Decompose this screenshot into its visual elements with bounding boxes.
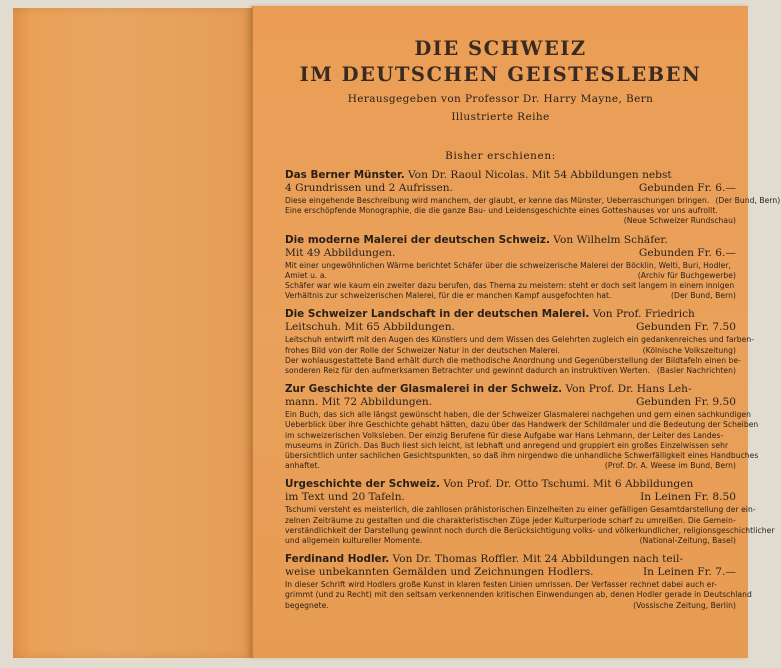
review-line <box>285 346 736 356</box>
book-price: Gebunden Fr. 6.— <box>638 246 736 259</box>
review-line <box>285 525 775 536</box>
entry-line-2 <box>285 491 736 504</box>
review-quote: Eine erschöpfende Monographie, die die ganze Bau- und Leidensgeschichte eines Gotteshauses vor uns aufrollt. <box>285 206 718 216</box>
book-author: Von Prof. Friedrich <box>589 308 695 321</box>
review-text <box>285 410 759 471</box>
book-entry <box>285 383 759 471</box>
book-entry <box>285 553 752 611</box>
review-quote: In dieser Schrift wird Hodlers große Kunst in klaren festen Linien umrissen. Der Verfasser rechnet dabei auch er- <box>285 580 717 590</box>
review-quote: und allgemein kultureller Momente. <box>285 536 423 546</box>
review-line <box>285 451 759 461</box>
review-text <box>285 261 736 302</box>
review-quote: Verhältnis zur schweizerischen Malerei, für die er manchen Kampf ausgefochten hat. <box>285 291 612 301</box>
review-text <box>285 335 754 376</box>
book-details: Mit 49 Abbildungen. <box>285 246 396 259</box>
book-price: Gebunden Fr. 9.50 <box>636 396 736 409</box>
review-quote: grimmt (und zu Recht) mit den seltsam verkennenden kritischen Einwendungen ab, denen Hodler gerade in Deutschland <box>285 590 752 600</box>
review-source <box>734 281 740 291</box>
review-source <box>758 451 764 461</box>
entry-line-1 <box>285 234 736 247</box>
review-quote: sonderen Reiz für den aufmerksamen Betrachter und gewinnt dadurch an instruktiven Werten. <box>285 366 650 376</box>
book-details: mann. Mit 72 Abbildungen. <box>285 396 433 409</box>
review-source: (Prof. Dr. A. Weese im Bund, Bern) <box>604 461 736 471</box>
review-line <box>285 206 736 216</box>
flyer-panel <box>252 6 781 658</box>
review-quote: begegnete. <box>285 600 329 610</box>
review-source: (Kölnische Volkszeitung) <box>642 345 736 355</box>
review-source <box>754 335 760 345</box>
review-line <box>285 291 736 301</box>
review-source <box>731 261 737 271</box>
review-line <box>285 196 781 206</box>
review-line <box>285 461 736 471</box>
editor-line: Herausgegeben von Professor Dr. Harry Mayne, Bern <box>347 93 654 105</box>
review-quote: anhaftet. <box>285 461 320 471</box>
entry-line-1 <box>285 383 736 396</box>
review-text <box>285 196 781 227</box>
series-line: Illustrierte Reihe <box>451 111 550 123</box>
review-quote: Leitschuh entwirft mit den Augen des Künstlers und dem Wissen des Gelehrten zugleich ein gedankenreiches und farben- <box>285 335 754 345</box>
book-price: In Leinen Fr. 8.50 <box>640 491 736 504</box>
review-line <box>285 281 736 291</box>
book-title: Die moderne Malerei der deutschen Schweiz. <box>285 233 550 246</box>
entry-line-1 <box>285 478 736 491</box>
review-source: (Basler Nachrichten) <box>656 366 736 376</box>
review-quote: Amiet u. a. <box>285 270 328 280</box>
published-heading: Bisher erschienen: <box>445 150 556 162</box>
review-line <box>285 420 759 430</box>
book-author: Von Wilhelm Schäfer. <box>549 233 668 246</box>
review-source: (Der Bund, Bern) <box>671 291 736 301</box>
book-author: Von Prof. Dr. Otto Tschumi. Mit 6 Abbildungen <box>440 478 694 491</box>
book-price: In Leinen Fr. 7.— <box>642 566 736 579</box>
review-quote: Schäfer war wie kaum ein zweiter dazu berufen, das Thema zu meistern: steht er doch seit langem in einem innigen <box>285 281 735 291</box>
entry-line-2 <box>285 182 736 195</box>
review-source <box>730 580 736 590</box>
review-line <box>285 505 756 515</box>
review-line <box>285 271 736 281</box>
review-line <box>285 355 741 366</box>
book-entry <box>285 478 775 546</box>
review-line <box>285 601 736 611</box>
fold-shadow <box>13 8 31 658</box>
book-author: Von Prof. Dr. Hans Leh- <box>562 383 692 396</box>
review-quote: im schweizerischen Volksleben. Der einzig Berufene für diese Aufgabe war Hans Lehmann, der Leiter des Landes- <box>285 430 724 440</box>
review-quote: Diese eingehende Beschreibung wird manchem, der glaubt, er kenne das Münster, Ueberraschungen bringen. <box>285 196 710 205</box>
review-line <box>285 441 736 451</box>
review-source: (Neue Schweizer Rundschau) <box>623 216 736 226</box>
book-details: weise unbekannten Gemälden und Zeichnungen Hodlers. <box>285 566 594 579</box>
book-title: Urgeschichte der Schweiz. <box>285 478 441 491</box>
book-entry <box>285 308 754 376</box>
review-quote: Ein Buch, das sich alle längst gewünscht haben, die der Schweizer Glasmalerei nachgehen und gern einen sachkundigen <box>285 410 751 420</box>
entry-line-1 <box>285 308 736 321</box>
left-flap <box>13 8 252 658</box>
book-price: Gebunden Fr. 6.— <box>638 182 736 194</box>
review-quote: museums in Zürich. Das Buch liest sich leicht, ist lebhaft und anregend und gruppiert ein großes Einzelwissen sehr <box>285 440 729 450</box>
header <box>253 36 748 124</box>
review-quote: übersichtlich unter sachlichen Gesichtspunkten, so daß ihm nirgendwo die unhandliche Schwerfälligkeit eines Handbuches <box>285 451 759 461</box>
review-line <box>285 335 754 345</box>
review-source <box>758 420 764 430</box>
review-source: (Archiv für Buchgewerbe) <box>637 270 736 280</box>
book-author: Von Dr. Raoul Nicolas. Mit 54 Abbildungen nebst <box>404 169 672 181</box>
book-author: Von Dr. Thomas Roffler. Mit 24 Abbildungen nach teil- <box>389 553 684 566</box>
review-line <box>285 216 736 226</box>
book-details: Leitschuh. Mit 65 Abbildungen. <box>285 321 455 334</box>
book-entry <box>285 234 736 302</box>
book-details: 4 Grundrissen und 2 Aufrissen. <box>285 182 453 194</box>
book-price: Gebunden Fr. 7.50 <box>636 321 736 334</box>
review-text <box>285 580 752 611</box>
book-entry <box>285 169 781 227</box>
review-source <box>736 516 742 526</box>
book-title: Die Schweizer Landschaft in der deutschen Malerei. <box>285 308 590 321</box>
review-source <box>730 431 736 441</box>
review-quote: frohes Bild von der Rolle der Schweizer Natur in der deutschen Malerei. <box>285 345 560 355</box>
review-source <box>775 526 781 536</box>
review-quote: zelnen Zeiträume zu gestalten und die charakteristischen Züge jeder Kulturperiode scharf zu umreißen. Die Gemein- <box>285 515 736 525</box>
review-source <box>741 356 747 366</box>
review-source: (Vossische Zeitung, Berlin) <box>633 600 736 610</box>
review-line <box>285 431 736 441</box>
title-line-1: DIE SCHWEIZ <box>414 37 587 60</box>
entry-line-2 <box>285 321 736 334</box>
title-line-2: IM DEUTSCHEN GEISTESLEBEN <box>299 63 702 86</box>
review-line <box>285 516 736 526</box>
entry-line-1 <box>285 553 736 566</box>
book-title: Das Berner Münster. <box>285 169 405 181</box>
review-source <box>752 590 758 600</box>
review-quote: Ueberblick über ihre Geschichte gehabt hätten, dazu über das Handwerk der Schildmaler und die Bedeutung der Scheiben <box>285 420 759 430</box>
review-line <box>285 590 752 600</box>
review-quote: Der wohlausgestattete Band erhält durch die methodische Anordnung und Gegenüberstellung der Bildtafeln einen be- <box>285 355 741 365</box>
entry-line-2 <box>285 566 736 579</box>
entry-line-2 <box>285 396 736 409</box>
entry-line-1 <box>285 169 736 182</box>
review-quote: verständlichkeit der Darstellung gewinnt noch durch die Berücksichtigung volks- und völkerkundlicher, religionsgeschichtlicher <box>285 525 775 535</box>
review-line <box>285 580 736 590</box>
book-title: Zur Geschichte der Glasmalerei in der Schweiz. <box>285 383 563 396</box>
review-quote: Tschumi versteht es meisterlich, die zahllosen prähistorischen Einzelheiten zu einer gefälligen Gesamtdarstellung der ein- <box>285 505 756 515</box>
review-source <box>756 505 762 515</box>
review-source: (Der Bund, Bern) <box>715 196 781 205</box>
review-source <box>751 410 757 420</box>
review-source: (National-Zeitung, Basel) <box>639 536 736 546</box>
review-line <box>285 261 736 271</box>
review-source <box>730 206 736 216</box>
review-source <box>730 441 736 451</box>
book-title: Ferdinand Hodler. <box>285 553 390 566</box>
book-list <box>285 169 781 618</box>
review-quote: Mit einer ungewöhnlichen Wärme berichtet Schäfer über die schweizerische Malerei der Böcklin, Welti, Buri, Hodler, <box>285 260 732 270</box>
entry-line-2 <box>285 247 736 260</box>
review-line <box>285 410 751 420</box>
book-details: im Text und 20 Tafeln. <box>285 491 405 504</box>
review-line <box>285 536 736 546</box>
review-line <box>285 366 736 376</box>
review-text <box>285 505 775 546</box>
